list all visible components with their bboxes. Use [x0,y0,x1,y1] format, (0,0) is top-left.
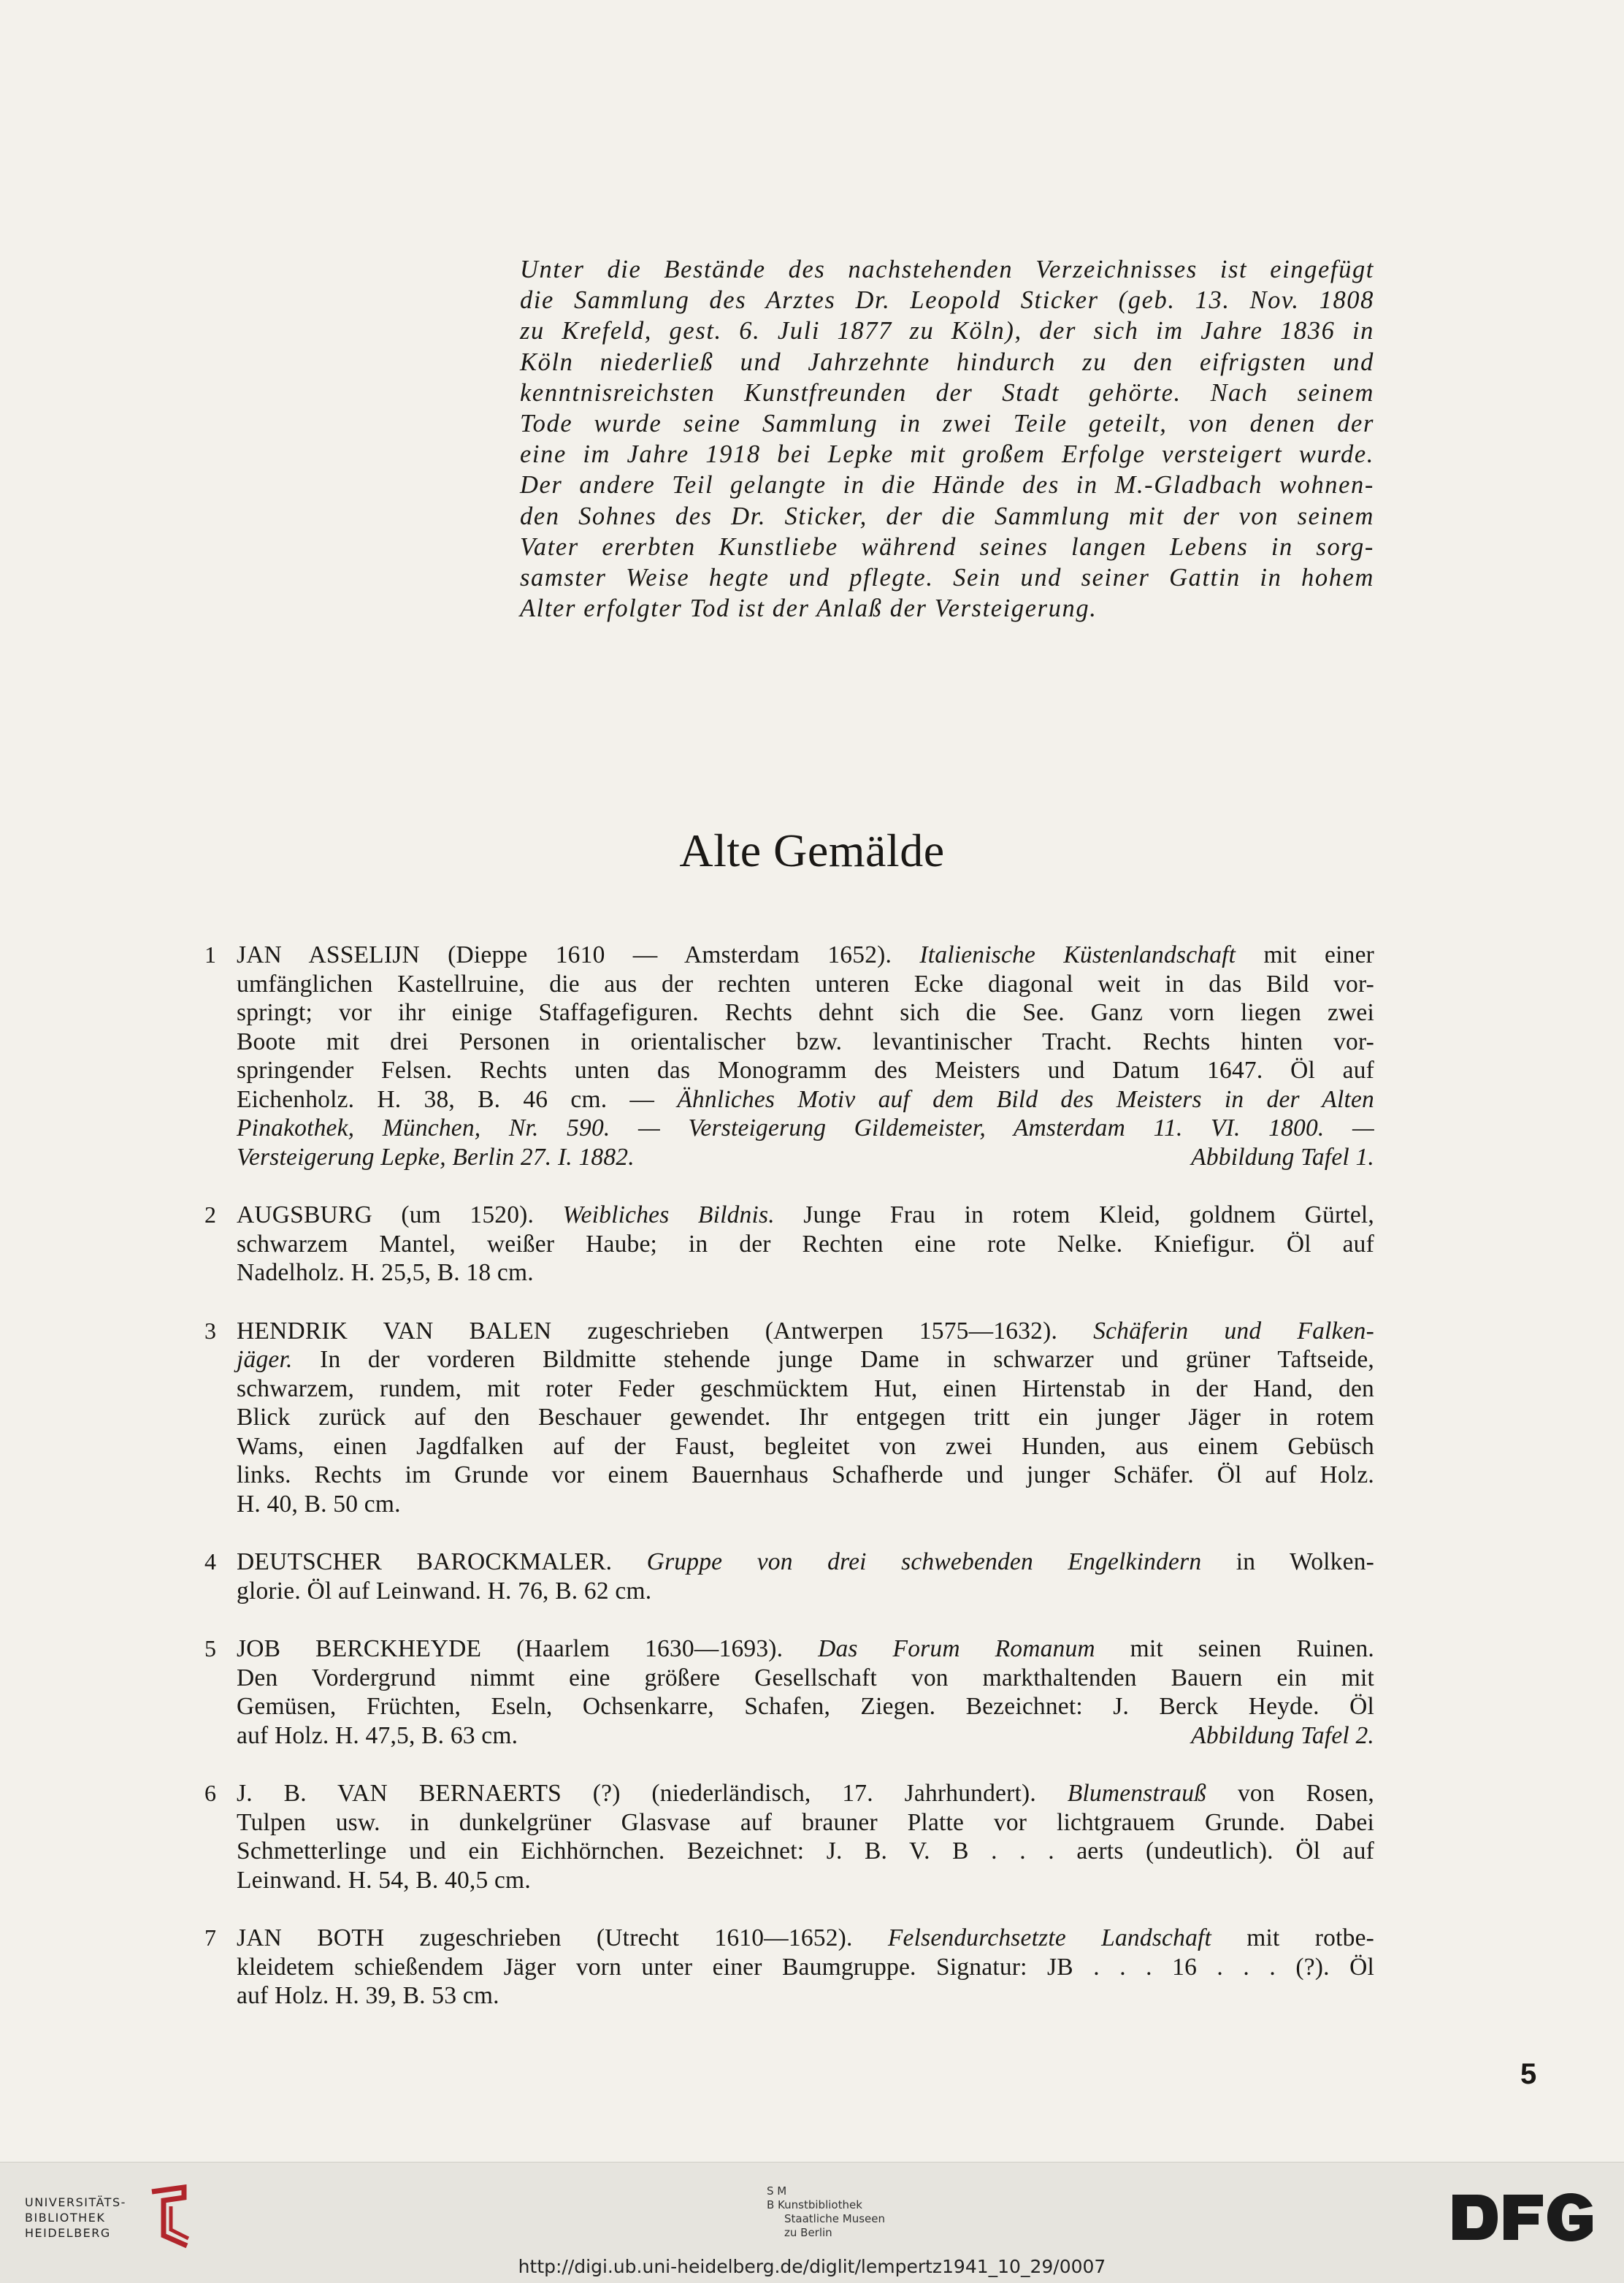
entry-text [237,1924,1374,2011]
italic-text: jäger. [237,1346,293,1373]
entry-text [237,1201,1374,1288]
entry-line [237,1664,1374,1693]
italic-text: Weibliches Bildnis. [562,1201,775,1228]
library-stamp: S M B Kunstbibliothek Staatliche Museen zu Berlin [767,2184,885,2239]
text-run: JAN BOTH zugeschrieben (Utrecht 1610—1652). [237,1924,888,1951]
entry-line [237,1114,1374,1143]
entry-line [237,1577,1374,1606]
entry-line [237,1837,1374,1866]
entry-line [237,998,1374,1028]
section-heading: Alte Gemälde [679,825,945,876]
text-run: In der vorderen Bildmitte stehende junge Dame in schwarzer und grüner Taftseide, [292,1346,1374,1373]
catalog-entry [204,1548,1374,1605]
entry-line [237,1779,1374,1808]
intro-line: samster Weise hegte und pflegte. Sein und seiner Gattin in hohem [520,564,1374,592]
dfg-logo-icon [1449,2192,1596,2243]
entry-text [237,941,1374,1171]
entry-line [237,1721,1374,1751]
entry-number: 6 [204,1780,216,1806]
entry-line [237,1808,1374,1838]
intro-line: Köln niederließ und Jahrzehnte hindurch zu den eifrigsten und [520,348,1374,376]
catalog-entry [204,1317,1374,1519]
intro-line: Unter die Bestände des nachstehenden Verzeichnisses ist eingefügt [520,256,1374,283]
entry-number: 4 [204,1548,216,1575]
entry-line [237,1056,1374,1085]
entry-line [237,1201,1374,1230]
italic-text: Blumenstrauß [1067,1780,1207,1807]
entry-number: 7 [204,1924,216,1951]
catalog-entry [204,941,1374,1171]
entry-line [237,1461,1374,1490]
entry-line [237,1953,1374,1982]
entry-line [237,1028,1374,1057]
text-run: in Wolken- [1201,1548,1374,1575]
entry-line [237,1981,1374,2011]
text-run: Wams, einen Jagdfalken auf der Faust, begleitet von zwei Hunden, aus einem Gebüsch [237,1432,1374,1460]
text-run: HENDRIK VAN BALEN zugeschrieben (Antwerpen 1575—1632). [237,1317,1094,1345]
italic-text: Schäferin und Falken- [1093,1317,1374,1345]
italic-text: Pinakothek, München, Nr. 590. — Versteigerung Gildemeister, Amsterdam 11. VI. 1800. — [237,1114,1374,1142]
intro-paragraph [520,254,1374,624]
intro-line: kenntnisreichsten Kunstfreunden der Stadt gehörte. Nach seinem [520,378,1374,407]
entry-text [237,1779,1374,1894]
text-run: kleidetem schießendem Jäger vorn unter einer Baumgruppe. Signatur: JB . . . 16 . . . (?). Öl [237,1953,1374,1981]
italic-text: Felsendurchsetzte Landschaft [887,1924,1212,1951]
entry-line [237,1258,1374,1288]
catalog-entry [204,1201,1374,1288]
catalog-entry [204,1779,1374,1894]
entry-line [237,1143,1374,1172]
text-run: links. Rechts im Grunde vor einem Bauernhaus Schafherde und junger Schäfer. Öl auf Holz. [237,1461,1374,1488]
text-run: mit einer [1236,941,1374,968]
intro-line: Tode wurde seine Sammlung in zwei Teile geteilt, von denen der [520,410,1374,438]
entry-line [237,1085,1374,1114]
text-run: Gemüsen, Früchten, Eseln, Ochsenkarre, Schafen, Ziegen. Bezeichnet: J. Berck Heyde. Öl [237,1693,1374,1720]
entry-line [237,1634,1374,1664]
entry-text [237,1634,1374,1750]
text-run: AUGSBURG (um 1520). [237,1201,563,1228]
italic-text: Ähnliches Motiv auf dem Bild des Meisters in der Alten [677,1085,1374,1113]
text-run: mit seinen Ruinen. [1095,1635,1374,1662]
intro-line: die Sammlung des Arztes Dr. Leopold Sticker (geb. 13. Nov. 1808 [520,286,1374,315]
university-name: UNIVERSITÄTS- BIBLIOTHEK HEIDELBERG [25,2195,126,2240]
italic-text: Gruppe von drei schwebenden Engelkindern [646,1548,1202,1575]
catalog-entry [204,1924,1374,2011]
text-run: DEUTSCHER BAROCKMALER. [237,1548,647,1575]
text-run: Den Vordergrund nimmt eine größere Gesellschaft von markthaltenden Bauern ein mit [237,1664,1374,1691]
italic-text: Abbildung Tafel 1. [1191,1143,1374,1171]
entry-text [237,1548,1374,1605]
text-run: JOB BERCKHEYDE (Haarlem 1630—1693). [237,1635,819,1662]
intro-line: eine im Jahre 1918 bei Lepke mit großem Erfolge versteigert wurde. [520,440,1374,469]
text-run: Nadelholz. H. 25,5, B. 18 cm. [237,1259,534,1286]
text-run: springender Felsen. Rechts unten das Monogramm des Meisters und Datum 1647. Öl auf [237,1057,1374,1084]
italic-text: Abbildung Tafel 2. [1191,1721,1374,1749]
text-run: von Rosen, [1206,1780,1374,1807]
text-run: Eichenholz. H. 38, B. 46 cm. — [237,1085,678,1113]
text-run: Tulpen usw. in dunkelgrüner Glasvase auf brauner Platte vor lichtgrauem Grunde. Dabei [237,1808,1374,1836]
entry-text [237,1317,1374,1519]
text-run: JAN ASSELIJN (Dieppe 1610 — Amsterdam 1652). [237,941,920,968]
intro-line: Vater ererbten Kunstliebe während seines langen Lebens in sorg- [520,532,1374,561]
entry-line [237,1317,1374,1346]
entry-line [237,1692,1374,1721]
text-run: Blick zurück auf den Beschauer gewendet. Ihr entgegen tritt ein junger Jäger in rotem [237,1404,1374,1431]
text-run: Boote mit drei Personen in orientalischer bzw. levantinischer Tracht. Rechts hinten vor- [237,1028,1374,1055]
entry-line [237,1548,1374,1577]
entry-line [237,1924,1374,1953]
text-run: J. B. VAN BERNAERTS (?) (niederländisch, 17. Jahrhundert). [237,1780,1068,1807]
intro-line: zu Krefeld, gest. 6. Juli 1877 zu Köln), der sich im Jahre 1836 in [520,317,1374,345]
intro-line: Der andere Teil gelangte in die Hände des in M.-Gladbach wohnen- [520,471,1374,500]
text-run: schwarzem Mantel, weißer Haube; in der Rechten eine rote Nelke. Kniefigur. Öl auf [237,1230,1374,1258]
entry-number: 5 [204,1635,216,1661]
text-run: springt; vor ihr einige Staffagefiguren. Rechts dehnt sich die See. Ganz vorn liegen zwei [237,999,1374,1026]
text-run: Schmetterlinge und ein Eichhörnchen. Bezeichnet: J. B. V. B . . . aerts (undeutlich). Öl auf [237,1838,1374,1865]
entry-line [237,1374,1374,1404]
entry-line [237,1403,1374,1432]
entry-line [237,1432,1374,1461]
text-run: H. 40, B. 50 cm. [237,1490,401,1518]
entry-line [237,1345,1374,1374]
italic-text: Versteigerung Lepke, Berlin 27. I. 1882. [237,1143,635,1171]
footer-bar [0,2162,1624,2283]
page-number: 5 [1520,2058,1537,2090]
entry-line [237,1490,1374,1519]
entry-number: 3 [204,1317,216,1344]
text-run: mit rotbe- [1211,1924,1374,1951]
intro-line: den Sohnes des Dr. Sticker, der die Sammlung mit der von seinem [520,502,1374,530]
source-url[interactable]: http://digi.ub.uni-heidelberg.de/diglit/lempertz1941_10_29/0007 [518,2256,1106,2277]
entry-number: 1 [204,941,216,968]
catalog-entries [204,941,1374,2040]
entry-line [237,1230,1374,1259]
text-run: umfänglichen Kastellruine, die aus der rechten unteren Ecke diagonal weit in das Bild vor- [237,970,1374,998]
university-logo-icon [146,2184,197,2250]
text-run: auf Holz. H. 47,5, B. 63 cm. [237,1721,518,1749]
text-run: schwarzem, rundem, mit roter Feder geschmücktem Hut, einen Hirtenstab in der Hand, den [237,1374,1374,1402]
entry-number: 2 [204,1201,216,1228]
text-run: Junge Frau in rotem Kleid, goldnem Gürtel, [774,1201,1374,1228]
entry-line [237,941,1374,970]
italic-text: Das Forum Romanum [818,1635,1095,1662]
italic-text: Italienische Küstenlandschaft [919,941,1236,968]
intro-line: Alter erfolgter Tod ist der Anlaß der Versteigerung. [520,594,1098,623]
entry-line [237,970,1374,999]
text-run: Leinwand. H. 54, B. 40,5 cm. [237,1866,531,1894]
text-run: auf Holz. H. 39, B. 53 cm. [237,1982,499,2009]
catalog-entry [204,1634,1374,1750]
text-run: glorie. Öl auf Leinwand. H. 76, B. 62 cm. [237,1577,652,1605]
entry-line [237,1866,1374,1895]
